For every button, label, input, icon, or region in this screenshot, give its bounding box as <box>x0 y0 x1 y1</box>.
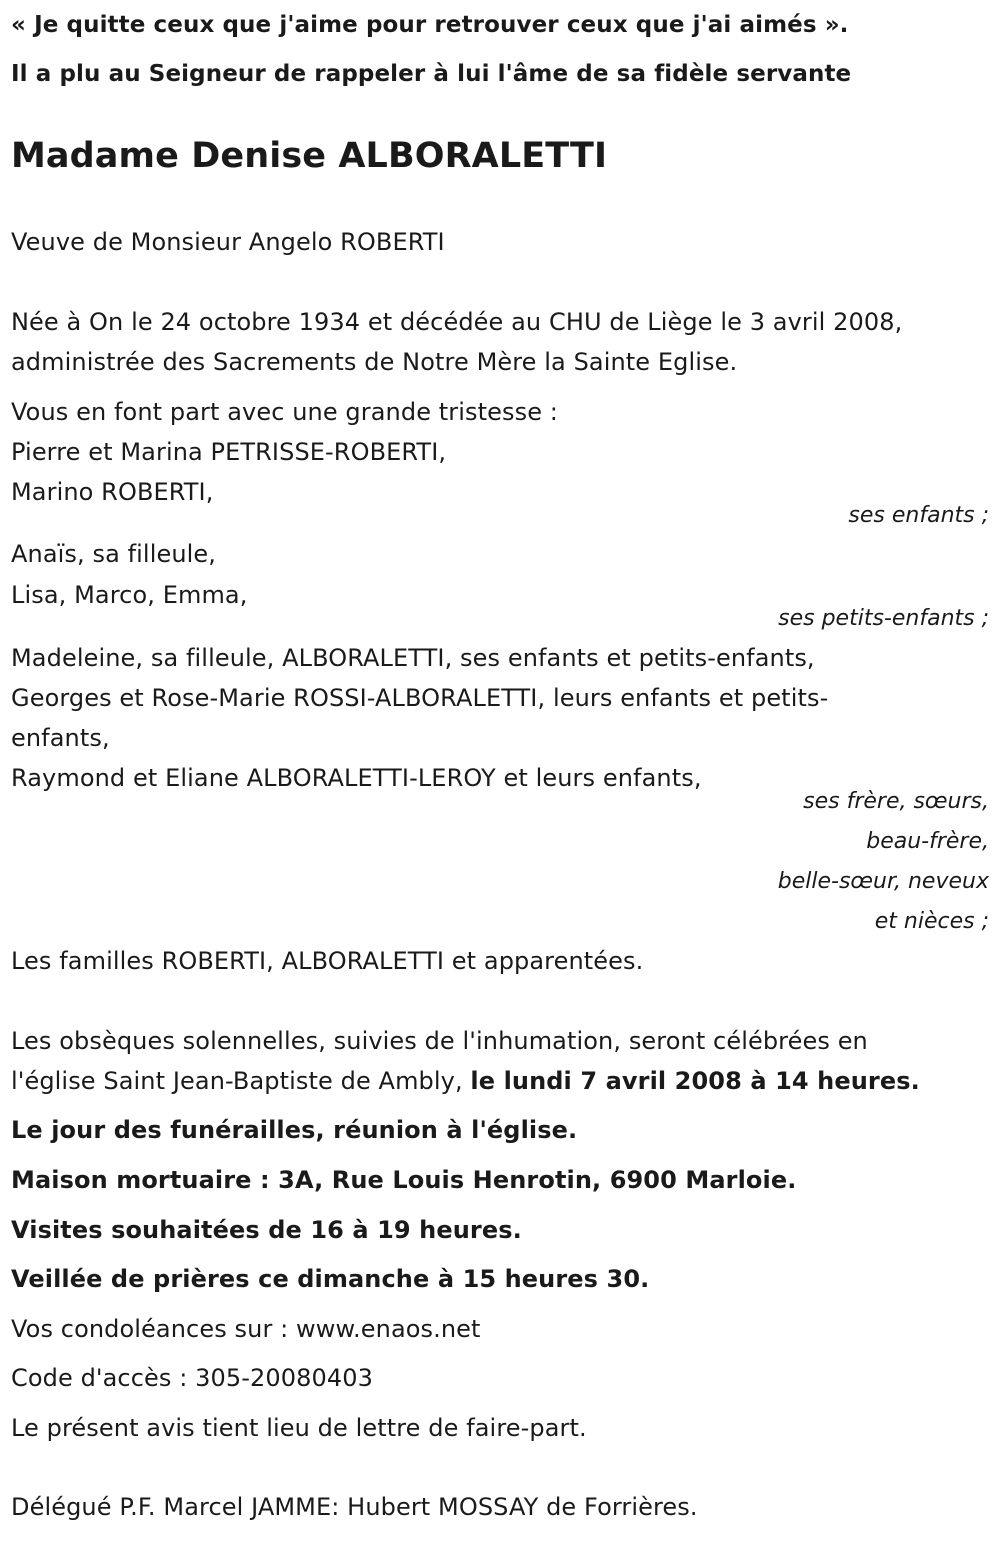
birth-death-line: Née à On le 24 octobre 1934 et décédée au CHU de Liège le 3 avril 2008, <box>11 308 903 336</box>
siblings-role: belle-sœur, neveux <box>777 869 989 894</box>
siblings-line: Georges et Rose-Marie ROSSI-ALBORALETTI, leurs enfants et petits- <box>11 684 829 712</box>
announcement-line: Il a plu au Seigneur de rappeler à lui l'âme de sa fidèle servante <box>11 61 852 87</box>
notice-line: Le présent avis tient lieu de lettre de faire-part. <box>11 1414 587 1442</box>
children-line: Marino ROBERTI, <box>11 478 214 506</box>
visits-line: Visites souhaitées de 16 à 19 heures. <box>11 1216 522 1244</box>
families-line: Les familles ROBERTI, ALBORALETTI et apparentées. <box>11 947 644 975</box>
ceremony-line: Les obsèques solennelles, suivies de l'inhumation, seront célébrées en <box>11 1027 868 1055</box>
meeting-line: Le jour des funérailles, réunion à l'église. <box>11 1116 578 1144</box>
children-line: Pierre et Marina PETRISSE-ROBERTI, <box>11 438 447 466</box>
access-code-line: Code d'accès : 305-20080403 <box>11 1364 373 1392</box>
siblings-line: Madeleine, sa filleule, ALBORALETTI, ses enfants et petits-enfants, <box>11 644 815 672</box>
widow-of-line: Veuve de Monsieur Angelo ROBERTI <box>11 228 445 256</box>
ceremony-date: le lundi 7 avril 2008 à 14 heures. <box>470 1067 920 1095</box>
delegate-line: Délégué P.F. Marcel JAMME: Hubert MOSSAY de Forrières. <box>11 1493 698 1521</box>
deceased-name: Madame Denise ALBORALETTI <box>11 136 608 176</box>
sacraments-line: administrée des Sacrements de Notre Mère la Sainte Eglise. <box>11 348 738 376</box>
family-intro: Vous en font part avec une grande tristesse : <box>11 398 558 426</box>
condolences-line: Vos condoléances sur : www.enaos.net <box>11 1315 481 1343</box>
church-text: l'église Saint Jean-Baptiste de Ambly, <box>11 1067 471 1095</box>
siblings-role: et nièces ; <box>874 909 989 934</box>
funeral-home-line: Maison mortuaire : 3A, Rue Louis Henrotin, 6900 Marloie. <box>11 1166 797 1194</box>
grandchildren-line: Anaïs, sa filleule, <box>11 540 216 568</box>
siblings-line: enfants, <box>11 724 110 752</box>
grandchildren-role: ses petits-enfants ; <box>778 606 989 631</box>
siblings-role: ses frère, sœurs, <box>803 789 989 814</box>
siblings-line: Raymond et Eliane ALBORALETTI-LEROY et leurs enfants, <box>11 764 702 792</box>
vigil-line: Veillée de prières ce dimanche à 15 heures 30. <box>11 1265 650 1293</box>
ceremony-line <box>11 1065 920 1097</box>
grandchildren-line: Lisa, Marco, Emma, <box>11 581 248 609</box>
siblings-role: beau-frère, <box>866 829 989 854</box>
children-role: ses enfants ; <box>848 503 989 528</box>
quote-line: « Je quitte ceux que j'aime pour retrouver ceux que j'ai aimés ». <box>11 12 849 38</box>
